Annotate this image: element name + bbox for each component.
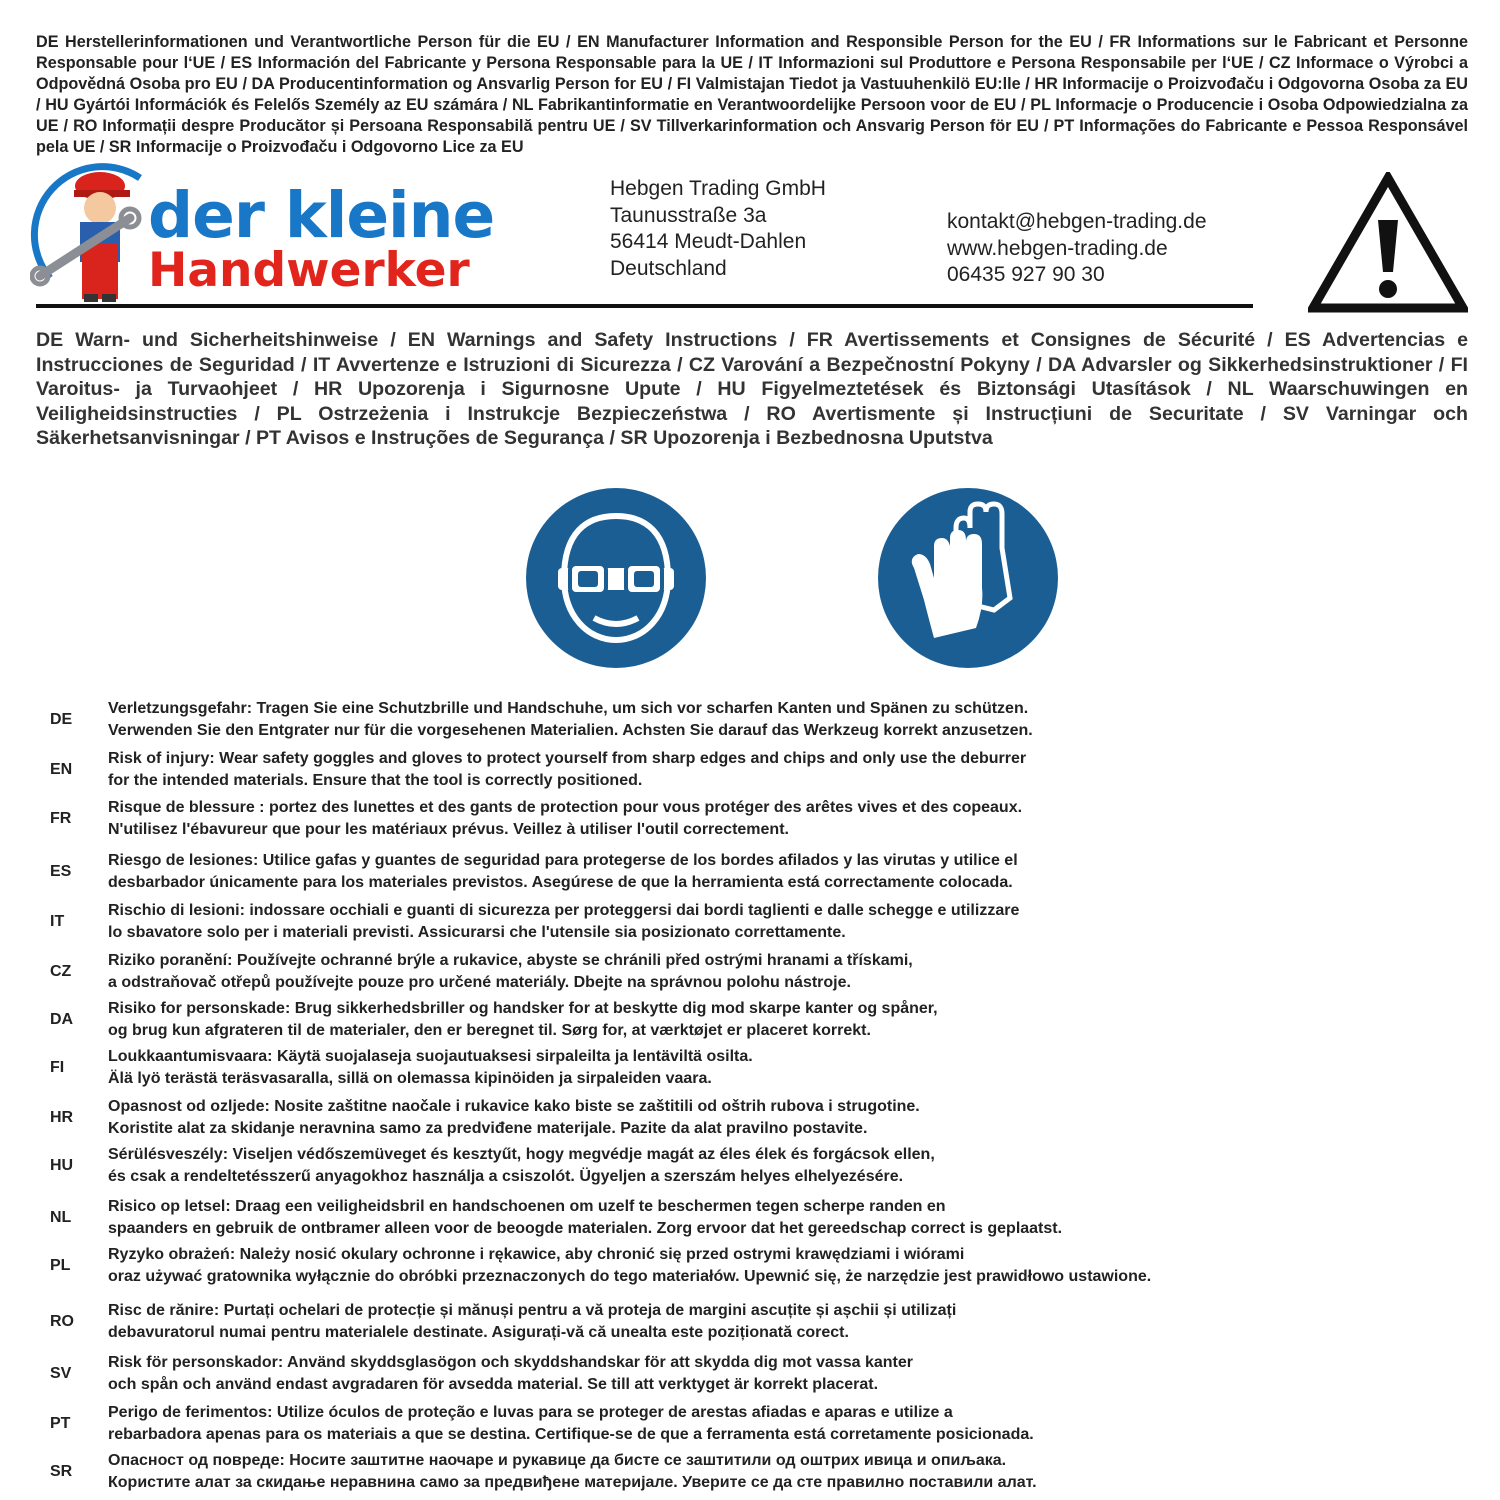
instruction-line-2: a odstraňovač otřepů používejte pouze pro určené materiály. Dbejte na správnou polohu nástroje.: [108, 974, 851, 991]
language-code: EN: [50, 761, 73, 778]
divider: [36, 304, 1253, 308]
instruction-line-2: Älä lyö terästä teräsvasaralla, sillä on olemassa kipinöiden ja sirpaleiden vaara.: [108, 1070, 712, 1087]
hand-protection-icon: [878, 488, 1058, 668]
instruction-line-2: och spån och använd endast avgradaren för avsedda material. Se till att verktyget är korrekt placerat.: [108, 1376, 879, 1393]
language-code: NL: [50, 1209, 72, 1226]
language-code: HU: [50, 1157, 74, 1174]
instruction-line-1: Risiko for personskade: Brug sikkerhedsbriller og handsker for at beskytte dig mod skarpe kanter og spåner,: [108, 1000, 938, 1017]
language-code: DE: [50, 711, 73, 728]
city: 56414 Meudt-Dahlen: [610, 230, 807, 253]
street: Taunusstraße 3a: [610, 203, 767, 227]
warning-triangle-icon: [1308, 172, 1468, 314]
instruction-line-1: Riesgo de lesiones: Utilice gafas y guantes de seguridad para protegerse de los bordes afilados y las virutas y utilice el: [108, 852, 1018, 869]
manufacturer-info-heading: DE Herstellerinformationen und Verantwortliche Person für die EU / EN Manufacturer Information and Responsible Person for the EU / FR Informations sur le Fabricant et Personne Responsable pour l‘UE / ES Información del Fabricante y Persona Responsable para la UE / IT Informazioni sul Produttore e Persona Responsabile per l‘UE / CZ Informace o Výrobci a Odpovědná Osoba pro EU / DA Producentinformation og Ansvarlig Person for EU / FI Valmistajan Tiedot ja Vastuuhenkilö EU:lle / HR Informacije o Proizvođaču i Odgovorna Osoba za EU / HU Gyártói Információk és Felelős Személy az EU számára / NL Fabrikantinformatie en Verantwoordelijke Persoon voor de EU / PL Informacje o Producencie i Osoba Odpowiedzialna za UE / RO Informații despre Producător și Persoana Responsabilă pentru UE / SV Tillverkarinformation och Ansvarig Person för EU / PT Informações do Fabricante e Pessoa Responsável pela UE / SR Informacije o Proizvođaču i Odgovorno Lice za EU: [36, 33, 1468, 156]
brand-name-line2: Handwerker: [148, 243, 470, 298]
instruction-line-1: Perigo de ferimentos: Utilize óculos de proteção e luvas para se proteger de arestas afiadas e aparas e utilize a: [108, 1404, 953, 1421]
instruction-line-2: Користите алат за скидање неравнина само за предвиђене материјале. Уверите се да сте правилно поставили алат.: [108, 1474, 1037, 1491]
instruction-line-1: Risc de rănire: Purtați ochelari de protecție și mănuși pentru a vă proteja de margini ascuțite și așchii și utilizați: [108, 1302, 957, 1319]
language-code: ES: [50, 863, 72, 880]
instruction-line-1: Ryzyko obrażeń: Należy nosić okulary ochronne i rękawice, aby chronić się przed ostrymi krawędziami i wiórami: [108, 1246, 965, 1263]
language-code: SR: [50, 1463, 73, 1480]
instruction-line-1: Rischio di lesioni: indossare occhiali e guanti di sicurezza per proteggersi dai bordi taglienti e dalle schegge e utilizzare: [108, 902, 1020, 919]
instruction-line-2: og brug kun afgrateren til de materialer, den er beregnet til. Sørg for, at værktøjet er placeret korrekt.: [108, 1022, 871, 1039]
phone: 06435 927 90 30: [947, 263, 1105, 286]
language-code: CZ: [50, 963, 72, 980]
language-code: FR: [50, 810, 72, 827]
instruction-line-2: debavuratorul numai pentru materialele destinate. Asigurați-vă că unealta este poziționată corect.: [108, 1324, 849, 1341]
language-code: FI: [50, 1059, 65, 1076]
instruction-line-1: Risk of injury: Wear safety goggles and gloves to protect yourself from sharp edges and chips and only use the deburrer: [108, 750, 1027, 767]
language-code: IT: [50, 913, 65, 930]
company-address: [610, 176, 826, 282]
brand-name-line1: der kleine: [148, 179, 495, 252]
instruction-line-2: rebarbadora apenas para os materiais a que se destina. Certifique-se de que a ferramenta está corretamente posicionada.: [108, 1426, 1034, 1443]
instruction-line-2: desbarbador únicamente para los materiales previstos. Asegúrese de que la herramienta está correctamente colocada.: [108, 874, 1013, 891]
contact-info: [947, 209, 1207, 289]
language-code: PT: [50, 1415, 71, 1432]
eye-protection-icon: [526, 488, 706, 668]
email: kontakt@hebgen-trading.de: [947, 210, 1207, 233]
instruction-line-1: Loukkaantumisvaara: Käytä suojalaseja suojautuaksesi sirpaleilta ja lentäviltä osilta.: [108, 1048, 753, 1065]
language-code: RO: [50, 1313, 74, 1330]
instruction-line-1: Опасност од повреде: Носите заштитне наочаре и рукавице да бисте се заштитили од оштрих ивица и опиљака.: [108, 1452, 1007, 1469]
instruction-line-1: Verletzungsgefahr: Tragen Sie eine Schutzbrille und Handschuhe, um sich vor scharfen Kanten und Spänen zu schützen.: [108, 700, 1029, 717]
instruction-line-1: Riziko poranění: Používejte ochranné brýle a rukavice, abyste se chránili před ostrými hranami a třískami,: [108, 952, 913, 969]
language-code: SV: [50, 1365, 72, 1382]
language-code: DA: [50, 1011, 74, 1028]
language-code: HR: [50, 1109, 74, 1126]
instruction-line-2: Verwenden Sie den Entgrater nur für die vorgesehenen Materialien. Achsten Sie darauf das Werkzeug korrekt anzusetzen.: [108, 722, 1033, 739]
instruction-line-2: lo sbavatore solo per i materiali previsti. Assicurarsi che l'utensile sia posizionato correttamente.: [108, 924, 846, 941]
language-code: PL: [50, 1257, 71, 1274]
instruction-line-1: Opasnost od ozljede: Nosite zaštitne naočale i rukavice kako biste se zaštitili od oštrih rubova i strugotine.: [108, 1098, 920, 1115]
instruction-line-2: for the intended materials. Ensure that the tool is correctly positioned.: [108, 772, 643, 789]
instruction-line-2: és csak a rendeltetésszerű anyagokhoz használja a csiszolót. Ügyeljen a szerszám helyes elhelyezésére.: [108, 1168, 904, 1185]
company-name: Hebgen Trading GmbH: [610, 177, 826, 200]
instruction-line-1: Sérülésveszély: Viseljen védőszemüveget és kesztyűt, hogy megvédje magát az éles élek és forgácsok ellen,: [108, 1146, 935, 1163]
instruction-line-2: Koristite alat za skidanje neravnina samo za predviđene materijale. Pazite da alat pravilno postavite.: [108, 1120, 868, 1137]
country: Deutschland: [610, 256, 727, 280]
instruction-line-2: spaanders en gebruik de ontbramer alleen voor de beoogde materialen. Zorg ervoor dat het gereedschap correct is geplaatst.: [108, 1220, 1063, 1237]
website: www.hebgen-trading.de: [947, 236, 1168, 260]
instruction-line-1: Risk för personskador: Använd skyddsglasögon och skyddshandskar för att skydda dig mot vassa kanter: [108, 1354, 913, 1371]
instruction-line-2: N'utilisez l'ébavureur que pour les matériaux prévus. Veillez à utiliser l'outil correctement.: [108, 821, 789, 838]
instruction-line-1: Risico op letsel: Draag een veiligheidsbril en handschoenen om uzelf te beschermen tegen scherpe randen en: [108, 1198, 946, 1215]
instruction-line-2: oraz używać gratownika wyłącznie do obróbki przeznaczonych do tego materiałów. Upewnić się, że narzędzie jest prawidłowo ustawione.: [108, 1268, 1152, 1285]
instruction-line-1: Risque de blessure : portez des lunettes et des gants de protection pour vous protéger des arêtes vives et des copeaux.: [108, 799, 1023, 816]
warnings-heading: DE Warn- und Sicherheitshinweise / EN Warnings and Safety Instructions / FR Avertissements et Consignes de Sécurité / ES Advertencias e Instrucciones de Seguridad / IT Avvertenze e Istruzioni di Sicurezza / CZ Varování a Bezpečnostní Pokyny / DA Advarsler og Sikkerhedsinstruktioner / FI Varoitus- ja Turvaohjeet / HR Upozorenja i Sigurnosne Upute / HU Figyelmeztetések és Biztonsági Utasítások / NL Waarschuwingen en Veiligheidsinstructies / PL Ostrzeżenia i Instrukcje Bezpieczeństwa / RO Avertismente și Instrucțiuni de Securitate / SV Varningar och Säkerhetsanvisningar / PT Avisos e Instruções de Segurança / SR Upozorenja i Bezbednosna Uputstva: [36, 329, 1468, 449]
